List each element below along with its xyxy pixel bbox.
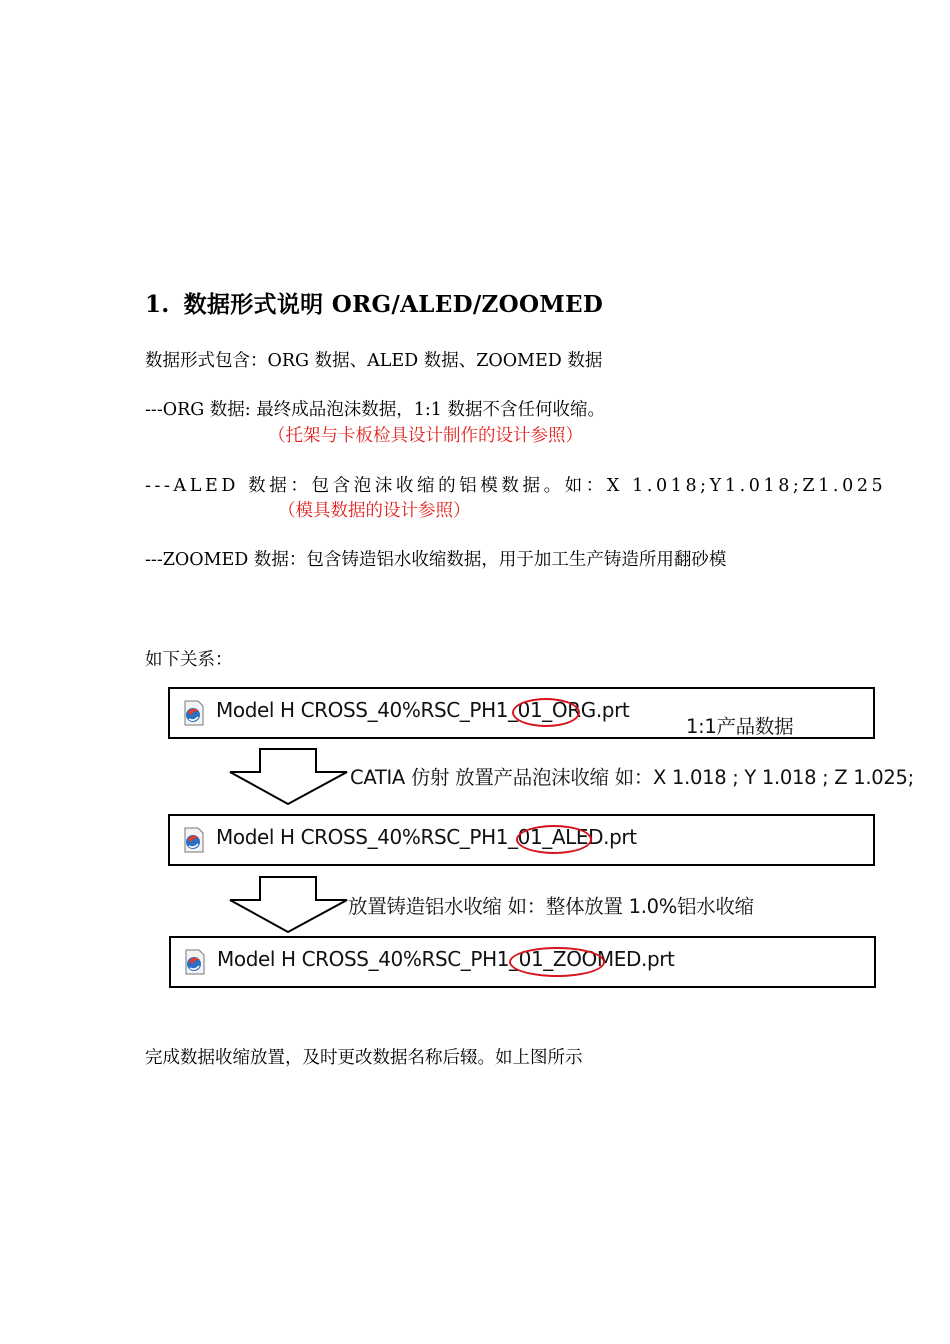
file-name-org: Model H CROSS_40%RSC_PH1_01_ORG.prt xyxy=(216,698,630,722)
catia-part-file-icon xyxy=(183,949,207,975)
relation-label: 如下关系： xyxy=(145,650,233,670)
file-box-aled xyxy=(168,814,875,866)
intro-paragraph: 数据形式包含：ORG 数据、ALED 数据、ZOOMED 数据 xyxy=(145,351,603,371)
section-title: 数据形式说明 ORG/ALED/ZOOMED xyxy=(183,291,604,318)
section-heading xyxy=(145,286,603,319)
zoomed-description: ---ZOOMED 数据：包含铸造铝水收缩数据，用于加工生产铸造所用翻砂模 xyxy=(145,550,727,570)
conclusion-paragraph: 完成数据收缩放置，及时更改数据名称后辍。如上图所示 xyxy=(145,1048,583,1068)
step-affine-text: CATIA 仿射 放置产品泡沫收缩 如：X 1.018 ; Y 1.018 ; Z 1.025; xyxy=(350,766,914,789)
down-arrow-icon xyxy=(228,876,350,934)
file-name-aled: Model H CROSS_40%RSC_PH1_01_ALED.prt xyxy=(216,825,637,849)
file-name-zoomed: Model H CROSS_40%RSC_PH1_01_ZOOMED.prt xyxy=(217,947,675,971)
catia-part-file-icon xyxy=(182,827,206,853)
down-arrow-icon xyxy=(228,748,350,806)
catia-part-file-icon xyxy=(182,700,206,726)
file-note-org: 1:1产品数据 xyxy=(686,715,794,738)
highlight-ellipse-zoomed xyxy=(509,947,605,977)
aled-description: ---ALED 数据：包含泡沫收缩的铝模数据。如：X 1.018;Y1.018;Z1.025 xyxy=(145,476,887,496)
highlight-ellipse-aled xyxy=(516,825,592,854)
section-number: 1. xyxy=(145,291,170,318)
step-casting-text: 放置铸造铝水收缩 如：整体放置 1.0%铝水收缩 xyxy=(348,895,754,918)
org-note: （托架与卡板检具设计制作的设计参照） xyxy=(268,426,583,446)
file-box-org xyxy=(168,687,875,739)
aled-note: （模具数据的设计参照） xyxy=(278,501,471,521)
highlight-ellipse-org xyxy=(512,698,580,727)
file-box-zoomed xyxy=(169,936,876,988)
org-description: ---ORG 数据: 最终成品泡沫数据，1:1 数据不含任何收缩。 xyxy=(145,400,605,420)
